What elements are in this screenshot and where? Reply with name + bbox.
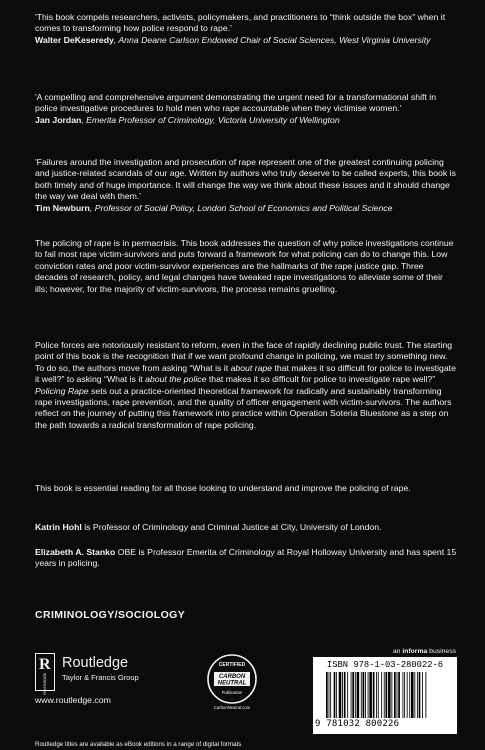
- author-bio-text: OBE is Professor Emerita of Criminology at Royal Holloway University and has spent 15 years in policing.: [35, 547, 457, 569]
- barcode-bar: [378, 672, 379, 718]
- publisher-group: Taylor & Francis Group: [62, 673, 139, 682]
- author-name: Elizabeth A. Stanko: [35, 547, 116, 557]
- isbn-digits: 9 781032 800226: [315, 719, 400, 729]
- barcode-bar: [342, 672, 343, 718]
- blurb-paragraph-2: [35, 340, 457, 431]
- barcode-bar: [386, 672, 388, 718]
- badge-bottom-text: Publication: [221, 690, 243, 695]
- quote-text: 'This book compels researchers, activists, policymakers, and practitioners to “think outside the box” when it comes to transforming how police respond to rape.': [35, 12, 446, 34]
- blurb-text: sets out a practice-oriented theoretical framework for radically and sustainably transforming rape investigations, rape prevention, and the quality of officer engagement with victim-survivors. The authors reflect on the journey of putting this framework into practice within Operation Soteria Bluestone as a step on the path towards a radical transformation of rape policing.: [35, 385, 452, 430]
- badge-line2: NEUTRAL: [217, 680, 247, 687]
- endorsement-newburn: [35, 157, 457, 214]
- barcode-bar: [407, 672, 408, 718]
- barcode-bar: [414, 672, 415, 718]
- publisher-name: Routledge: [62, 655, 129, 671]
- informa-suffix: business: [427, 648, 456, 655]
- author-bio-stanko: [35, 547, 457, 570]
- author-bio-hohl: [35, 522, 457, 533]
- blurb-emphasis: about rape: [230, 362, 273, 373]
- barcode-bar: [409, 672, 410, 718]
- quote-text: 'A compelling and comprehensive argument demonstrating the urgent need for a transformational shift in police investigative procedures to hold men who rape accountable when they victimise women.': [35, 92, 437, 114]
- barcode-bar: [326, 672, 328, 718]
- publisher-url: www.routledge.com: [35, 695, 111, 705]
- barcode-bar: [352, 672, 354, 718]
- barcode-bar: [336, 672, 337, 718]
- barcode-bar: [347, 672, 348, 718]
- barcode-bar: [330, 672, 331, 718]
- barcode-bar: [376, 672, 377, 718]
- barcode-bar: [417, 672, 418, 718]
- blurb-emphasis: about the police: [145, 374, 207, 385]
- barcode-bar: [411, 672, 414, 718]
- blurb-paragraph-3: [35, 483, 457, 494]
- footer-note: Routledge titles are available as eBook editions in a range of digital formats: [35, 741, 242, 748]
- barcode-bar: [404, 672, 405, 718]
- isbn-text: ISBN 978-1-03-280022-6: [326, 660, 444, 670]
- book-title-inline: Policing Rape: [35, 385, 89, 396]
- barcode-bar: [363, 672, 365, 718]
- barcode-bar: [388, 672, 391, 718]
- barcode-bar: [361, 672, 362, 718]
- quote-text: 'Failures around the investigation and prosecution of rape represent one of the greatest continuing policing and justice-related scandals of our age. Written by authors who truly deserve to be called experts, this book is both timely and of huge importance. It will change the way we think about these issues and it should change the way we deal with them.': [35, 157, 456, 202]
- barcode-bar: [397, 672, 398, 718]
- quote-affiliation: , Emerita Professor of Criminology, Victoria University of Wellington: [81, 114, 340, 125]
- barcode: [326, 672, 444, 718]
- blurb-text: that makes it so difficult for police to investigate rape well?”: [206, 374, 436, 385]
- barcode-bar: [373, 672, 375, 718]
- barcode-bar: [391, 672, 392, 718]
- barcode-bar: [369, 672, 372, 718]
- barcode-bar: [381, 672, 382, 718]
- blurb-paragraph-1: [35, 238, 457, 295]
- blurb-text: This book is essential reading for all those looking to understand and improve the policing of rape.: [35, 483, 411, 493]
- barcode-panel: [313, 657, 457, 734]
- informa-prefix: an: [392, 648, 403, 655]
- barcode-bar: [355, 672, 356, 718]
- barcode-bar: [422, 672, 423, 718]
- quote-author: Tim Newburn: [35, 202, 90, 213]
- carbon-neutral-badge: [206, 653, 258, 705]
- endorsement-dekeseredy: [35, 12, 457, 46]
- barcode-bar: [394, 672, 396, 718]
- author-name: Katrin Hohl: [35, 522, 82, 532]
- barcode-bar: [368, 672, 369, 718]
- author-bio-text: is Professor of Criminology and Criminal Justice at City, University of London.: [81, 522, 382, 532]
- badge-top-text: CERTIFIED: [218, 662, 246, 668]
- barcode-bar: [425, 672, 426, 718]
- barcode-bar: [351, 672, 352, 718]
- routledge-logo: [35, 653, 55, 695]
- subject-category: CRIMINOLOGY/SOCIOLOGY: [35, 609, 186, 621]
- quote-affiliation: , Anna Deane Carlson Endowed Chair of Social Sciences, West Virginia University: [113, 34, 431, 45]
- quote-author: Walter DeKeseredy: [35, 34, 114, 45]
- barcode-bar: [334, 672, 336, 718]
- informa-brand: informa: [402, 648, 428, 655]
- quote-affiliation: , Professor of Social Policy, London School of Economics and Political Science: [89, 202, 393, 213]
- barcode-bar: [365, 672, 366, 718]
- blurb-text: that makes it so difficult for police to investigate it well?” to asking “What is it: [35, 362, 456, 385]
- barcode-bar: [403, 672, 404, 718]
- badge-line1: CARBON: [218, 674, 246, 680]
- barcode-bar: [384, 672, 385, 718]
- blurb-text: The policing of rape is in permacrisis. This book addresses the question of why police investigations continue to fail most rape victim-survivors and puts forward a framework for what policing can do to change this. Low conviction rates and poor victim-survivor experiences are the hallmarks of the rape justice gap. Three decades of research, policy, and legal changes have tweaked rape investigations to alleviate some of their ills; however, for the majority of victim-survivors, the process remains gruelling.: [35, 238, 454, 294]
- informa-tagline: [393, 648, 456, 655]
- barcode-bar: [339, 672, 342, 718]
- barcode-bar: [357, 672, 360, 718]
- barcode-bar: [398, 672, 400, 718]
- routledge-logo-letter: R: [39, 656, 51, 673]
- endorsement-jordan: [35, 92, 457, 126]
- blurb-text: Police forces are notoriously resistant to reform, even in the face of rapidly declining public trust. The starting point of this book is the recognition that if we want profound change in policing, we must try something new. To do so, the authors move from asking “What is it: [35, 340, 453, 373]
- barcode-bar: [419, 672, 421, 718]
- routledge-logo-vertical-text: ROUTLEDGE: [43, 673, 47, 695]
- barcode-bar: [344, 672, 346, 718]
- quote-author: Jan Jordan: [35, 114, 82, 125]
- badge-url: CarbonNeutral.com: [213, 705, 251, 710]
- barcode-bar: [329, 672, 330, 718]
